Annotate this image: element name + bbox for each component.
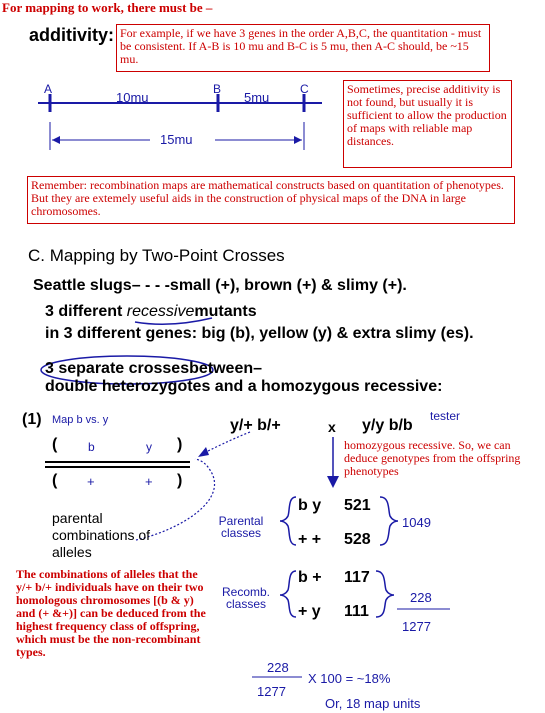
calc-numerator: 228: [267, 660, 289, 675]
offspring-count: 521: [344, 497, 371, 514]
genotype-bottom-plus-2: +: [145, 474, 153, 489]
genotype-top-y: y: [146, 440, 152, 454]
genes-line: in 3 different genes: big (b), yellow (y) & extra slimy (es).: [45, 325, 474, 342]
genotype-top-open: (: [52, 436, 58, 453]
crosses-line: [45, 360, 262, 378]
calc-denominator: 1277: [257, 684, 286, 699]
parental-classes-label: Parental classes: [218, 514, 264, 540]
remember-note: Remember: recombination maps are mathematical constructs based on quantitation of phenotypes. But they are extemely useful aids in the construction of physical maps of the DNA in large chromosomes.: [27, 176, 515, 224]
recomb-numerator: 228: [410, 590, 432, 605]
offspring-genotype: + y: [298, 603, 321, 620]
cross-x: x: [328, 419, 336, 435]
parental-total: 1049: [402, 515, 431, 530]
intro-text: For mapping to work, there must be –: [2, 0, 213, 15]
gene-b-label: B: [213, 82, 222, 96]
ac-distance: 15mu: [160, 132, 193, 147]
crosses-line-2: double heterozygotes and a homozygous recessive:: [45, 378, 443, 395]
cross-title: Map b vs. y: [52, 414, 109, 426]
parental-combinations: parental combinations of alleles: [52, 510, 151, 560]
genotype-top-close: ): [177, 436, 183, 453]
recomb-classes-label: Recomb. classes: [221, 585, 271, 611]
slugs-line: Seattle slugs– - - -small (+), brown (+) & slimy (+).: [33, 277, 407, 294]
ab-distance: 10mu: [116, 90, 149, 105]
crosses-circled: 3 separate crosses: [45, 360, 190, 377]
mutants-suffix: mutants: [194, 303, 257, 320]
crosses-rest: between–: [189, 360, 263, 377]
cross-formula: y/+ b/+: [230, 417, 281, 434]
calc-expression: X 100 = ~18%: [308, 671, 391, 686]
offspring-count: 117: [344, 569, 370, 586]
gene-a-label: A: [44, 82, 53, 96]
tester-note: homozygous recessive. So, we can deduce genotypes from the offspring phenotypes: [344, 438, 521, 478]
genotype-bottom-close: ): [177, 472, 183, 489]
calc-result: Or, 18 map units: [325, 696, 421, 711]
tester-label: tester: [430, 409, 461, 423]
offspring-genotype: b y: [298, 497, 322, 514]
gene-c-label: C: [300, 82, 309, 96]
additivity-label: additivity:: [29, 25, 115, 45]
cross-number: (1): [22, 411, 42, 428]
mutants-line: [45, 303, 257, 321]
mutants-word: recessive: [126, 303, 195, 320]
offspring-count: 111: [344, 603, 369, 620]
genotype-bottom-open: (: [52, 472, 58, 489]
genotype-bottom-plus-1: +: [87, 474, 95, 489]
genotype-top-b: b: [88, 440, 95, 454]
additivity-note: For example, if we have 3 genes in the order A,B,C, the quantitation - must be consistent. If A-B is 10 mu and B-C is 5 mu, then A-C should, be ~15 mu.: [116, 24, 490, 72]
recomb-denominator: 1277: [402, 619, 431, 634]
bc-distance: 5mu: [244, 90, 270, 105]
combination-note: The combinations of alleles that the y/+ b/+ individuals have on their two homologous chromosomes [(b & y) and (+ &+)] can be deduced from the highest frequency class of offspring, which must be the non-recombinant types.: [16, 567, 206, 659]
offspring-genotype: b +: [298, 569, 322, 586]
offspring-genotype: + +: [298, 531, 322, 548]
precise-note: Sometimes, precise additivity is not found, but usually it is sufficient to allow the production of maps with reliable map distances.: [343, 80, 512, 168]
section-heading: C. Mapping by Two-Point Crosses: [28, 246, 285, 265]
tester-genotype: y/y b/b: [362, 417, 413, 434]
offspring-count: 528: [344, 531, 371, 548]
mutants-prefix: 3 different: [45, 303, 123, 320]
